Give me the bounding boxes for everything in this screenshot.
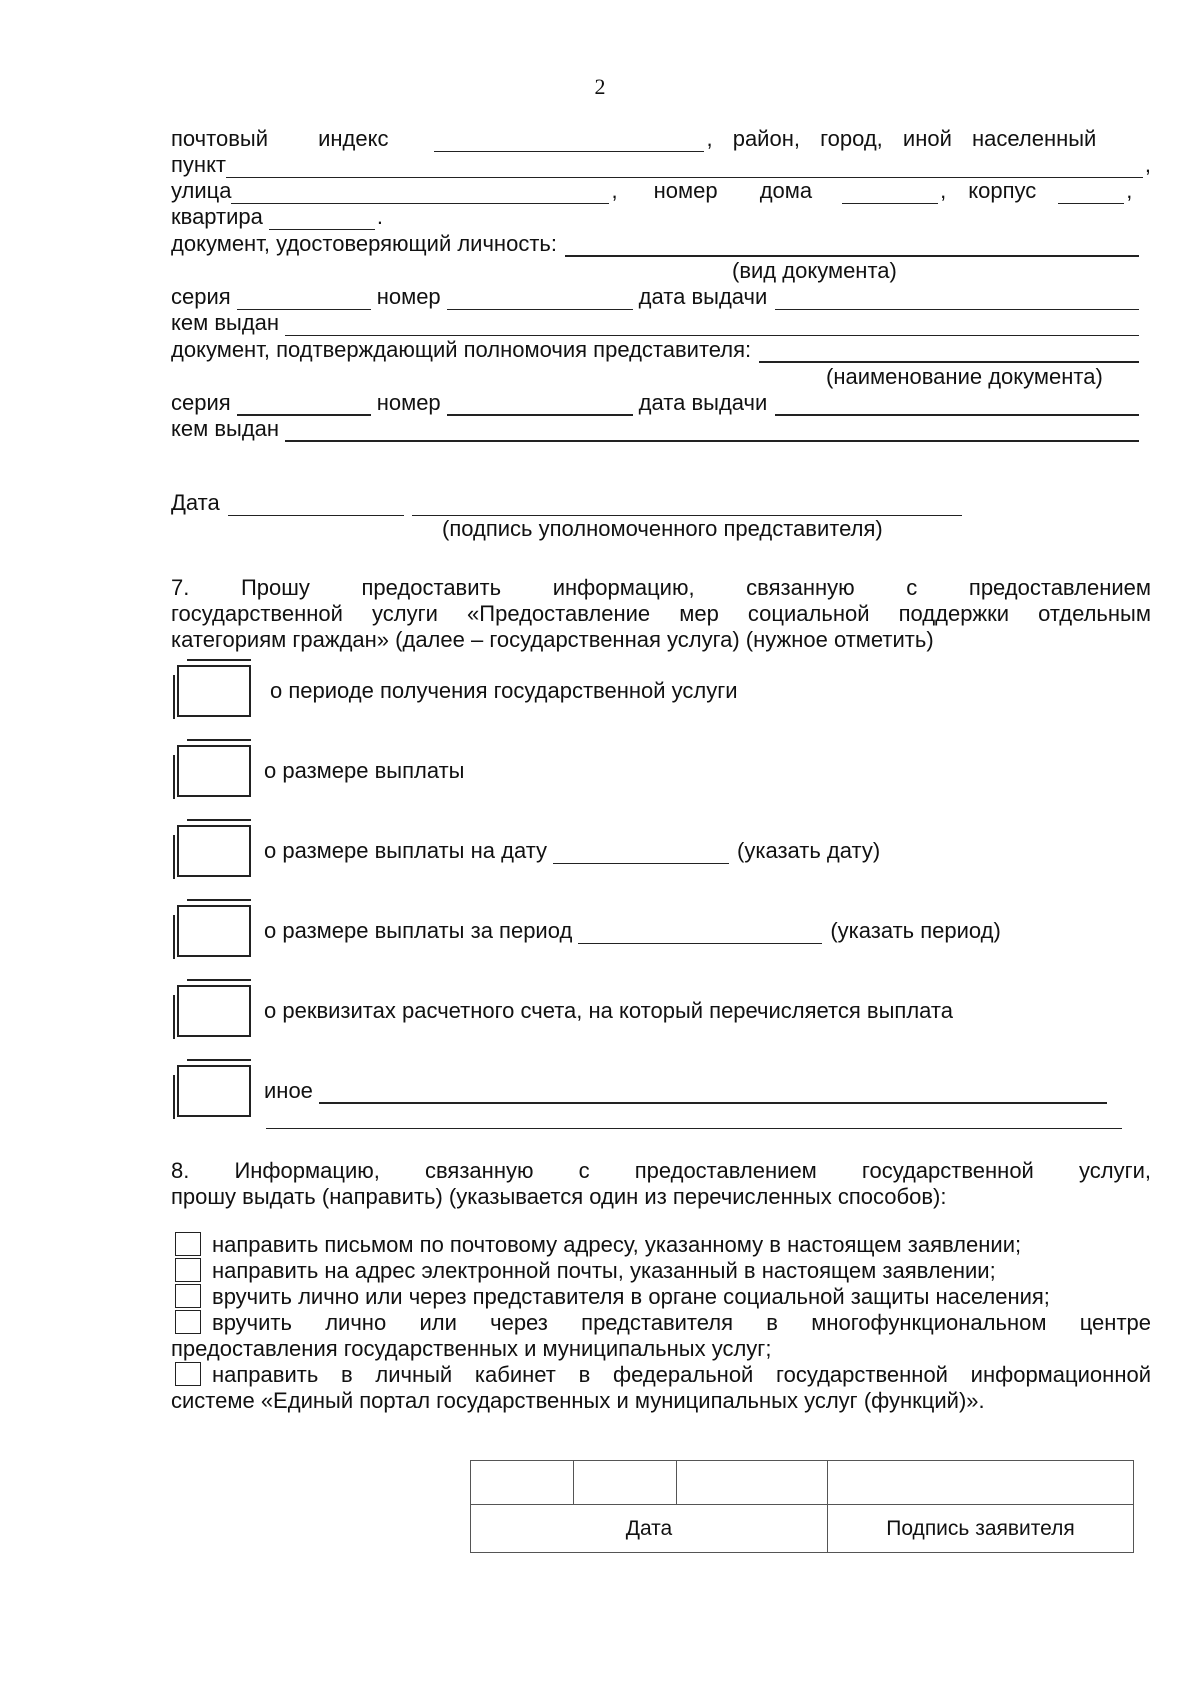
payment-period-hint: (указать период) — [830, 918, 1001, 943]
option-payment-on-date: о размере выплаты на дату — [264, 838, 548, 863]
issue-date-label: дата выдачи — [638, 284, 768, 309]
issued-by-label: кем выдан — [171, 310, 280, 335]
section7-line-3: категориям граждан» (далее – государственная услуга) (нужное отметить) — [171, 627, 934, 652]
method-social-office: вручить лично или через представителя в органе социальной защиты населения; — [212, 1284, 1050, 1309]
signature-cell[interactable] — [828, 1461, 1134, 1505]
option-payment-size: о размере выплаты — [264, 758, 465, 783]
date-day-cell[interactable] — [471, 1461, 574, 1505]
payment-period-field[interactable] — [578, 924, 822, 944]
apartment-label: квартира — [171, 204, 263, 229]
option-other-row — [264, 1078, 1111, 1104]
comma-punct: , — [940, 178, 947, 203]
checkbox-other[interactable] — [177, 1065, 251, 1117]
method-mfc: вручить лично или через представителя в многофункциональном центре — [212, 1310, 1151, 1335]
date-month-cell[interactable] — [574, 1461, 677, 1505]
korpus-label: корпус — [968, 178, 1037, 203]
street-line — [171, 178, 1151, 204]
signature-caption: Подпись заявителя — [828, 1505, 1134, 1553]
date-sign-line — [171, 490, 1151, 516]
checkbox-method-mfc[interactable] — [175, 1310, 201, 1334]
other-field[interactable] — [319, 1083, 1107, 1104]
section8-line-2: прошу выдать (направить) (указывается один из перечисленных способов): — [171, 1184, 947, 1209]
method-email: направить на адрес электронной почты, указанный в настоящем заявлении; — [212, 1258, 996, 1283]
section8-line-1: 8. Информацию, связанную с предоставлением государственной услуги, — [171, 1158, 1151, 1183]
payment-date-field[interactable] — [553, 844, 729, 864]
identity-doc-label: документ, удостоверяющий личность: — [171, 231, 557, 256]
method-mail: направить письмом по почтовому адресу, указанному в настоящем заявлении; — [212, 1232, 1022, 1257]
issue-date-label: дата выдачи — [638, 390, 768, 415]
method-portal-continued: системе «Единый портал государственных и муниципальных услуг (функций)». — [171, 1388, 985, 1413]
postal-index-line — [171, 126, 1151, 152]
apartment-line — [171, 204, 1151, 230]
number-field[interactable] — [447, 395, 633, 416]
date-label: Дата — [171, 490, 220, 515]
date-year-cell[interactable] — [677, 1461, 828, 1505]
method-portal: направить в личный кабинет в федеральной государственной информационной — [212, 1362, 1151, 1387]
authority-doc-label: документ, подтверждающий полномочия представителя: — [171, 337, 752, 362]
representative-signature-field[interactable] — [412, 496, 962, 516]
punkt-field[interactable] — [226, 158, 1143, 178]
option-account-details: о реквизитах расчетного счета, на который перечисляется выплата — [264, 998, 953, 1023]
authority-issued-by-line — [171, 416, 1151, 442]
checkbox-account-details[interactable] — [177, 985, 251, 1037]
locality-label: , район, город, иной населенный — [706, 126, 1097, 151]
checkbox-method-social-office[interactable] — [175, 1284, 201, 1308]
authority-series-line — [171, 390, 1151, 416]
house-number-field[interactable] — [842, 184, 938, 204]
option-payment-for-period-row — [264, 918, 1001, 944]
checkbox-payment-on-date[interactable] — [177, 825, 251, 877]
payment-date-hint: (указать дату) — [737, 838, 881, 863]
option-payment-on-date-row — [264, 838, 880, 864]
identity-doc-line — [171, 231, 1151, 257]
number-label: номер — [376, 284, 441, 309]
issued-by-field[interactable] — [285, 316, 1139, 336]
house-number-label: номер дома — [653, 178, 813, 203]
postal-index-field[interactable] — [434, 132, 704, 152]
comma-punct: , — [1126, 178, 1133, 203]
section7-line-2: государственной услуги «Предоставление мер социальной поддержки отдельным — [171, 601, 1151, 626]
section7-line-1: 7. Прошу предоставить информацию, связанную с предоставлением — [171, 575, 1151, 600]
comma-punct: , — [1144, 152, 1151, 177]
comma-punct: , — [611, 178, 618, 203]
street-label: улица — [171, 178, 232, 203]
apartment-field[interactable] — [269, 210, 375, 230]
series-field[interactable] — [237, 290, 371, 310]
number-field[interactable] — [447, 290, 633, 310]
representative-signature-caption: (подпись уполномоченного представителя) — [442, 516, 883, 541]
authority-doc-line — [171, 337, 1151, 363]
street-field[interactable] — [231, 184, 609, 204]
checkbox-period[interactable] — [177, 665, 251, 717]
identity-series-line — [171, 284, 1151, 310]
checkbox-method-portal[interactable] — [175, 1362, 201, 1386]
issue-date-field[interactable] — [775, 290, 1139, 310]
checkbox-payment-size[interactable] — [177, 745, 251, 797]
identity-doc-caption: (вид документа) — [732, 258, 897, 283]
punkt-label: пункт — [171, 152, 227, 177]
series-label: серия — [171, 390, 231, 415]
option-other: иное — [264, 1078, 313, 1103]
number-label: номер — [376, 390, 441, 415]
identity-doc-type-field[interactable] — [565, 236, 1139, 257]
korpus-field[interactable] — [1058, 184, 1124, 204]
option-payment-for-period: о размере выплаты за период — [264, 918, 573, 943]
signature-table — [470, 1460, 1134, 1553]
period-punct: . — [376, 204, 384, 229]
other-field-line-2[interactable] — [266, 1128, 1122, 1129]
issued-by-field[interactable] — [285, 421, 1139, 442]
authority-doc-name-field[interactable] — [759, 342, 1139, 363]
date-field[interactable] — [228, 496, 404, 516]
checkbox-payment-for-period[interactable] — [177, 905, 251, 957]
method-mfc-continued: предоставления государственных и муниципальных услуг; — [171, 1336, 772, 1361]
series-field[interactable] — [237, 395, 371, 416]
authority-doc-caption: (наименование документа) — [826, 364, 1103, 389]
postal-index-label: почтовый индекс — [171, 126, 389, 151]
series-label: серия — [171, 284, 231, 309]
issued-by-label: кем выдан — [171, 416, 280, 441]
checkbox-method-mail[interactable] — [175, 1232, 201, 1256]
page-number: 2 — [594, 74, 606, 99]
issue-date-field[interactable] — [775, 395, 1139, 416]
option-period: о периоде получения государственной услуги — [270, 678, 738, 703]
punkt-line — [171, 152, 1151, 178]
identity-issued-by-line — [171, 310, 1151, 336]
checkbox-method-email[interactable] — [175, 1258, 201, 1282]
date-caption: Дата — [471, 1505, 828, 1553]
